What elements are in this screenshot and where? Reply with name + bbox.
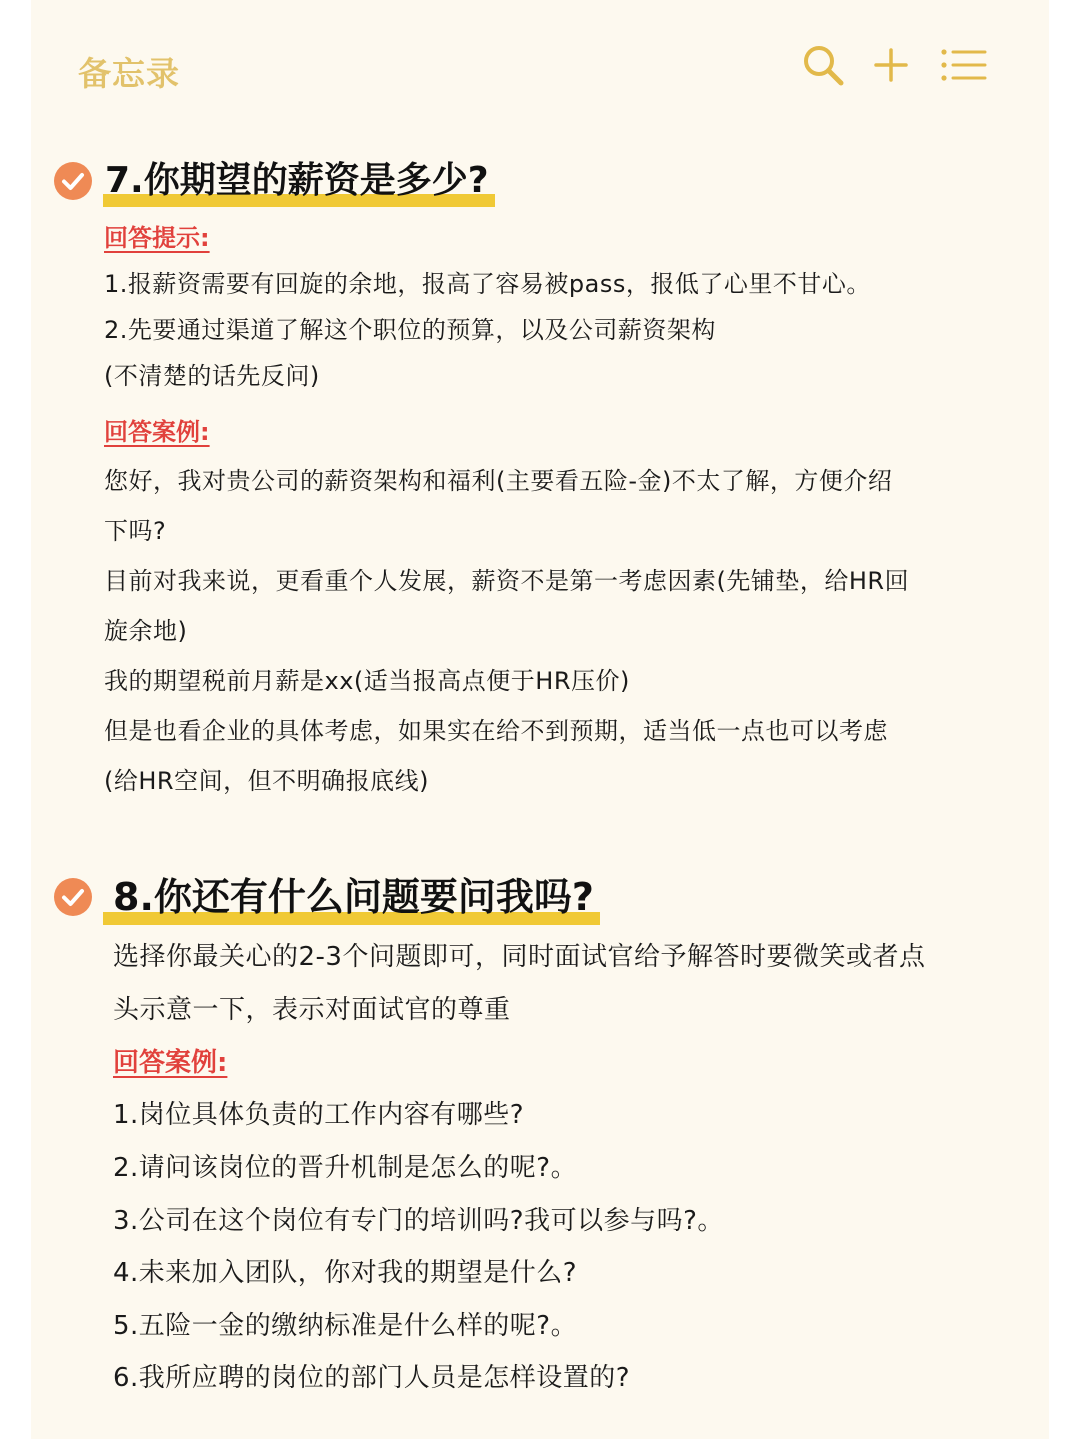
example-line: 目前对我来说，更看重个人发展，薪资不是第一考虑因素(先铺垫，给HR回 <box>104 567 910 595</box>
question-item: 5.五险一金的缴纳标准是什么样的呢?。 <box>113 1311 578 1341</box>
section-8-heading <box>53 866 600 927</box>
question-item: 1.岗位具体负责的工作内容有哪些? <box>113 1100 525 1130</box>
question-item: 3.公司在这个岗位有专门的培训吗?我可以参与吗?。 <box>113 1206 724 1236</box>
intro-line: 选择你最关心的2-3个问题即可，同时面试官给予解答时要微笑或者点 <box>113 942 926 972</box>
example-label: 回答案例: <box>104 418 210 446</box>
list-icon <box>940 48 988 82</box>
plus-icon <box>873 47 909 83</box>
add-button[interactable] <box>868 40 914 90</box>
hint-line: (不清楚的话先反问) <box>104 362 320 390</box>
check-badge-icon <box>53 161 93 201</box>
example-line: 旋余地) <box>104 617 188 645</box>
hint-label: 回答提示: <box>104 224 210 252</box>
example-line: 我的期望税前月薪是xx(适当报高点便于HR压价) <box>104 667 630 695</box>
example-label: 回答案例: <box>113 1048 228 1078</box>
question-item: 2.请问该岗位的晋升机制是怎么的呢?。 <box>113 1153 578 1183</box>
hint-line: 2.先要通过渠道了解这个职位的预算，以及公司薪资架构 <box>104 316 716 344</box>
example-line: 但是也看企业的具体考虑，如果实在给不到预期，适当低一点也可以考虑 <box>104 717 888 745</box>
intro-line: 头示意一下，表示对面试官的尊重 <box>113 995 511 1025</box>
list-button[interactable] <box>938 40 990 90</box>
section-8-title: 8.你还有什么问题要问我吗? <box>103 866 600 927</box>
section-7-heading <box>53 152 495 209</box>
question-item: 4.未来加入团队，你对我的期望是什么? <box>113 1258 578 1288</box>
hint-line: 1.报薪资需要有回旋的余地，报高了容易被pass，报低了心里不甘心。 <box>104 270 871 298</box>
app-title: 备忘录 <box>78 54 180 93</box>
example-line: (给HR空间，但不明确报底线) <box>104 767 429 795</box>
section-7-title: 7.你期望的薪资是多少? <box>103 152 495 209</box>
check-badge-icon <box>53 877 93 917</box>
example-line: 下吗? <box>104 517 167 545</box>
example-line: 您好，我对贵公司的薪资架构和福利(主要看五险-金)不太了解，方便介绍 <box>104 467 893 495</box>
question-item: 6.我所应聘的岗位的部门人员是怎样设置的? <box>113 1363 631 1393</box>
search-button[interactable] <box>798 40 848 90</box>
search-icon <box>800 42 846 88</box>
